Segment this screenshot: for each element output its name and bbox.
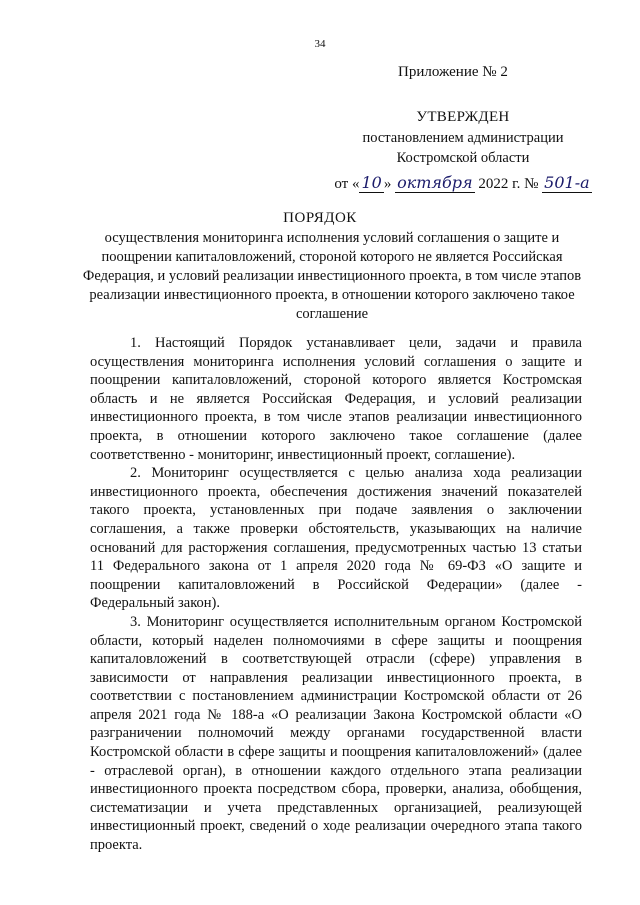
approval-line-1: постановлением администрации	[362, 130, 564, 146]
document-title: ПОРЯДОК	[283, 210, 357, 226]
approval-block	[318, 107, 608, 194]
page-number: 34	[314, 38, 326, 50]
paragraph-1: 1. Настоящий Порядок устанавливает цели, задачи и правила осуществления мониторинга исполнения условий соглашения о защите и поощрении капиталовложений, стороной которого является Костромская область и не является Российская Федерация, и условий реализации инвестиционного проекта, в том числе этапов реализации инвестиционного проекта, в отношении которого заключено такое соглашение (далее соответственно - мониторинг, инвестиционный проект, соглашение).	[90, 335, 582, 463]
approval-line-2: Костромской области	[396, 150, 530, 166]
date-year: 2022 г. №	[478, 176, 539, 192]
appendix-label: Приложение № 2	[398, 64, 508, 80]
paragraph-3: 3. Мониторинг осуществляется исполнительным органом Костромской области, который наделен полномочиями в сфере защиты и поощрения капиталовложений в соответствующей отрасли (сфере) управления в зависимости от направления реализации инвестиционного проекта, в соответствии с постановлением администрации Костромской области от 26 апреля 2021 года № 188-а «О реализации Закона Костромской области «О разграничении полномочий между органами государственной власти Костромской области в сфере защиты и поощрения капиталовложений» (далее - отраслевой орган), в отношении каждого отдельного этапа реализации инвестиционного проекта посредством сбора, проверки, анализа, обобщения, систематизации и учета представленных организацией, реализующей инвестиционный проект, сведений о ходе реализации очередного этапа такого проекта.	[90, 613, 582, 854]
date-prefix: от «	[334, 176, 360, 192]
approval-date-line	[318, 173, 608, 194]
paragraph-2: 2. Мониторинг осуществляется с целью анализа хода реализации инвестиционного проекта, обеспечения достижения значений показателей такого проекта, установленных при подаче заявления о заключении соглашения, а также проверки обстоятельств, указывающих на наличие оснований для расторжения соглашения, предусмотренных частью 13 статьи 11 Федерального закона от 1 апреля 2020 года № 69-ФЗ «О защите и поощрении капиталовложений в Российской Федерации» (далее - Федеральный закон).	[90, 465, 582, 612]
handwritten-number: 501-а	[544, 173, 590, 192]
handwritten-day: 10	[361, 173, 382, 192]
date-mid: »	[383, 176, 392, 192]
document-body	[90, 334, 582, 855]
document-subtitle: осуществления мониторинга исполнения условий соглашения о защите и поощрении капиталовложений, стороной которого не является Российская Федерация, и условий реализации инвестиционного проекта, в том числе этапов реализации инвестиционного проекта, в отношении которого заключено такое соглашение	[82, 230, 582, 322]
handwritten-month: октября	[397, 173, 473, 192]
approved-heading: УТВЕРЖДЕН	[416, 109, 510, 125]
